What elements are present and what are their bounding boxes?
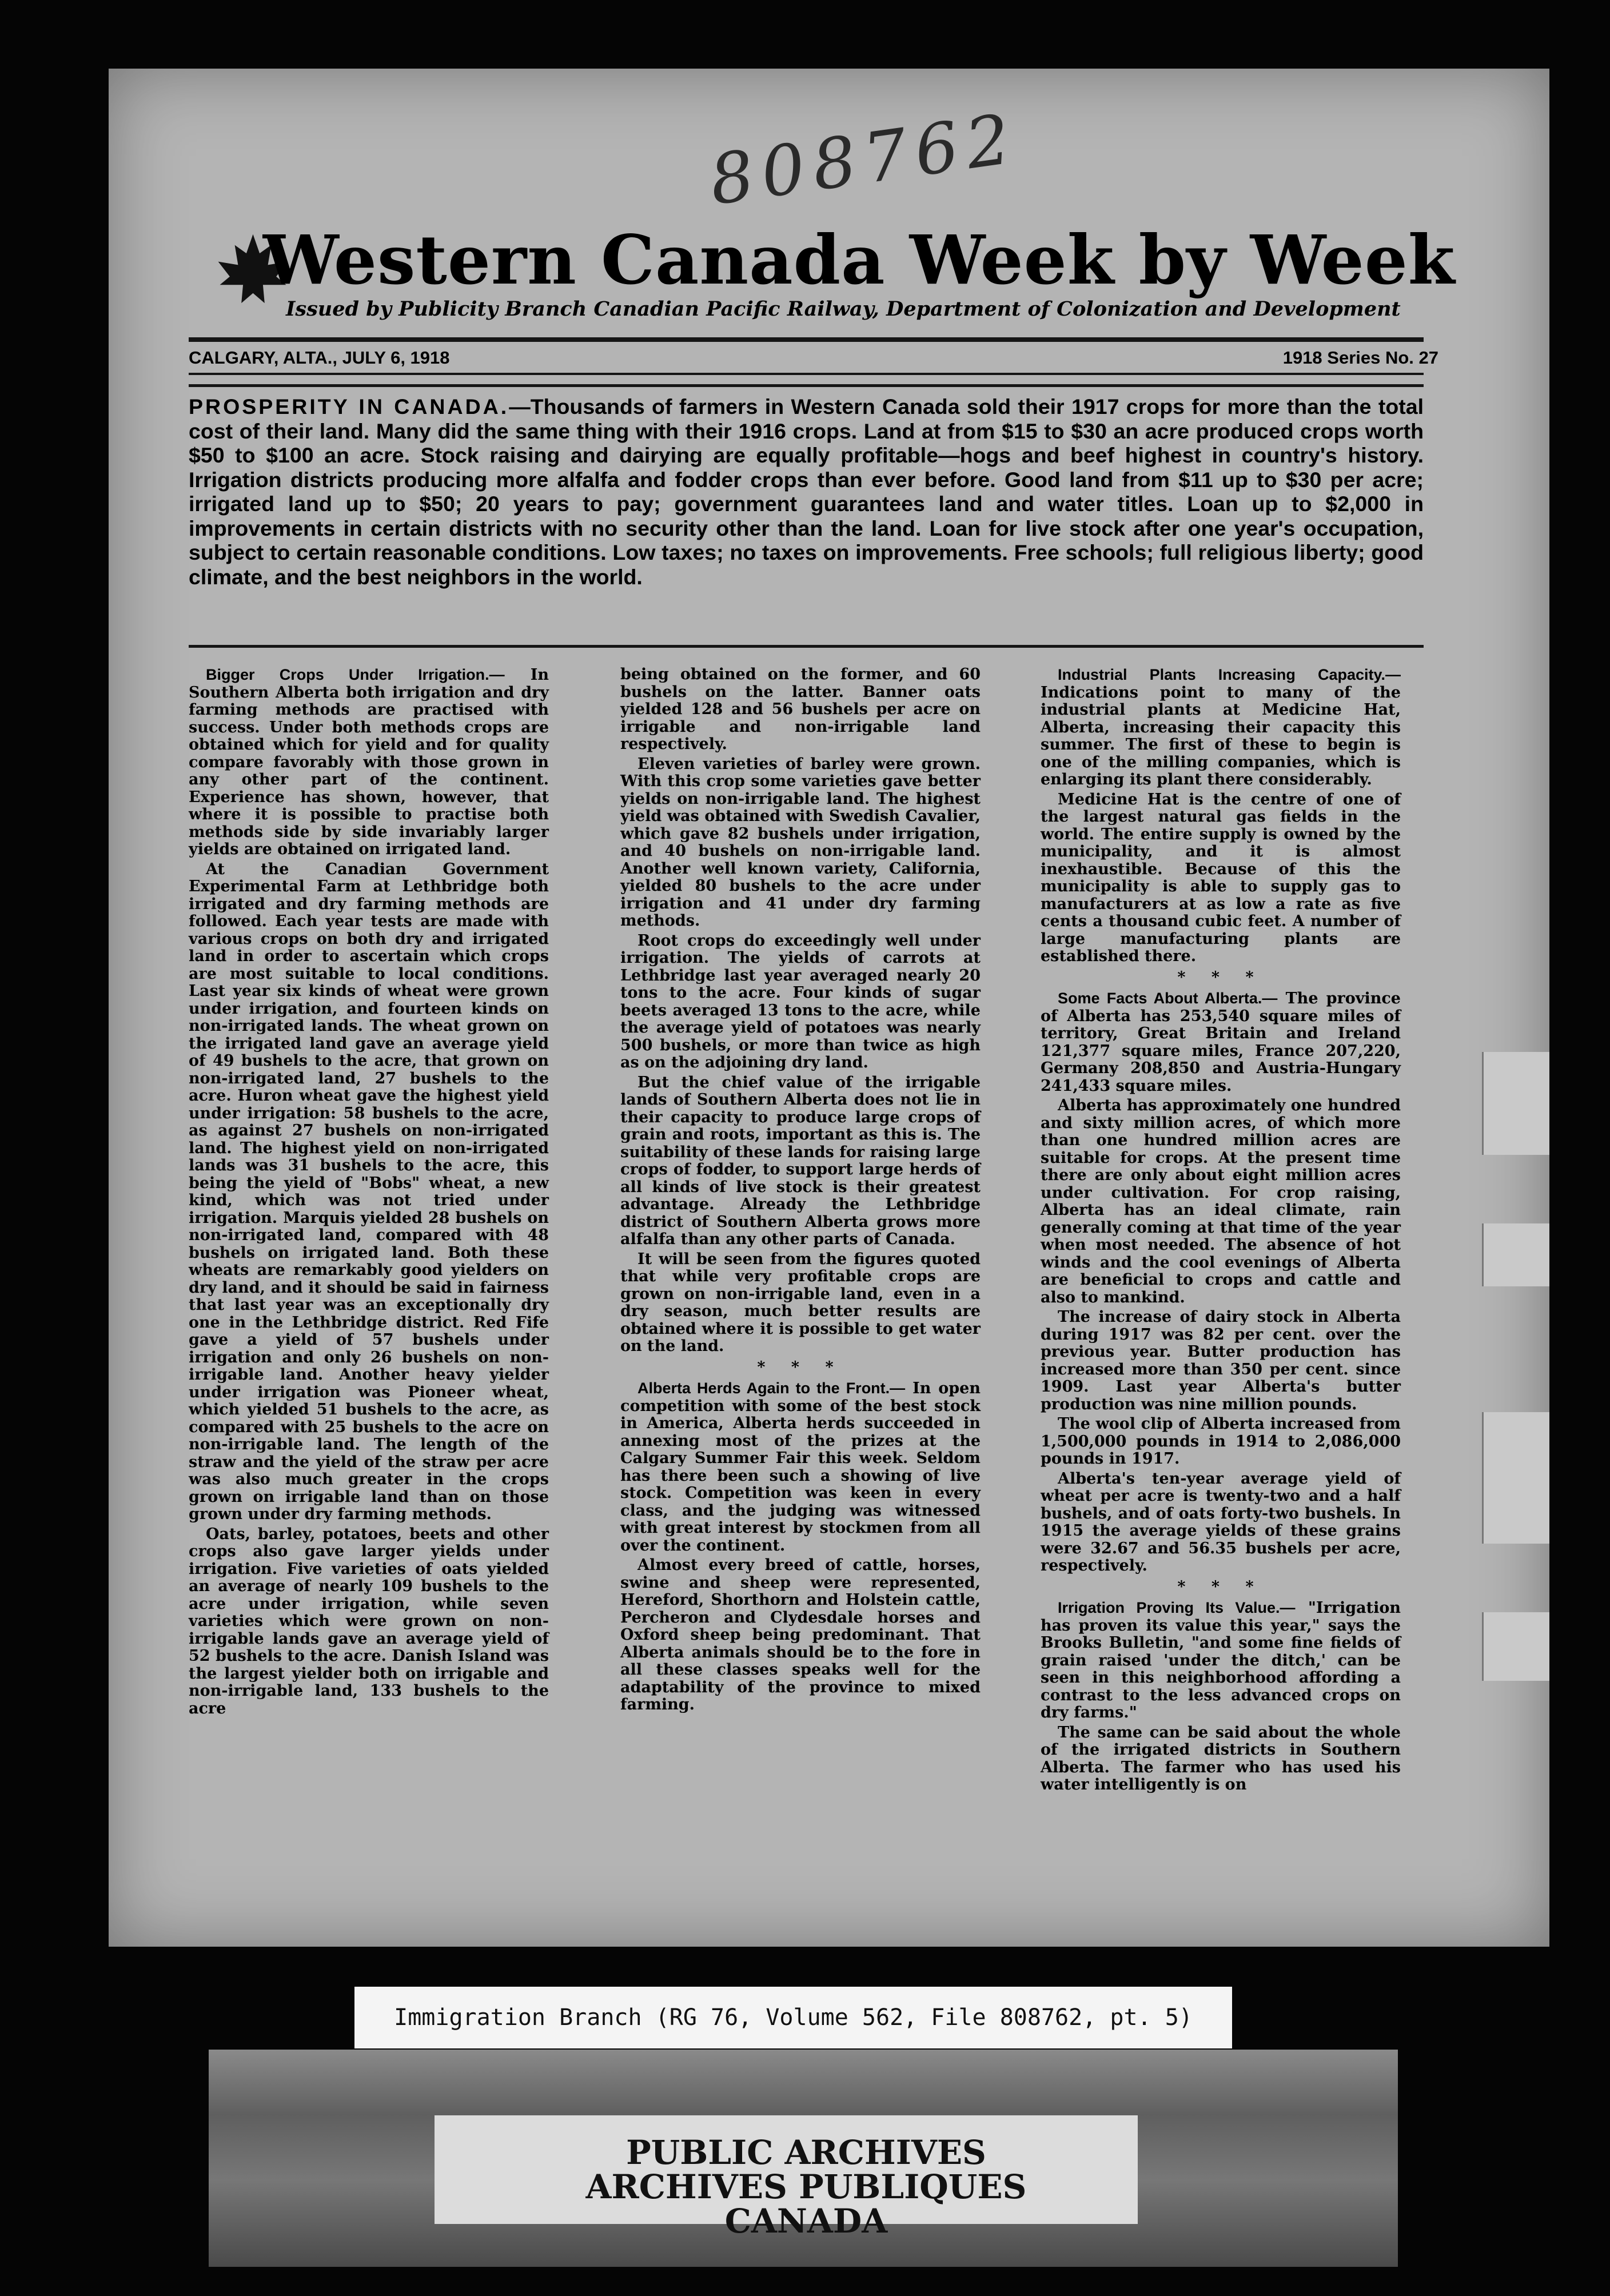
- lead-rule-bottom: [189, 645, 1424, 648]
- page-edge-tab: [1482, 1412, 1549, 1544]
- stamp-line-2: ARCHIVES PUBLIQUES: [585, 2167, 1027, 2206]
- article-paragraph: Alberta has approximately one hundred and sixty million acres, of which more than one hundred million acres are suitable for crops. At the present time there are only about eight million acres under cultivation. For crop raising, Alberta has an ideal climate, rain generally coming at that time of the year when most needed. The absence of hot winds and the cool evenings of Alberta are beneficial to crops and cattle and also to mankind.: [1041, 1097, 1401, 1306]
- lead-heading: PROSPERITY IN CANADA.: [189, 394, 509, 418]
- article-paragraph: Irrigation Proving Its Value.— "Irrigation has proven its value this year," says the Brooks Bulletin, "and some fine fields of grain raised 'under the ditch,' can be seen in this neighborhood affording a contrast to the less advanced crops on dry farms.": [1041, 1599, 1401, 1721]
- stamp-line-1: PUBLIC ARCHIVES: [626, 2133, 986, 2172]
- handwritten-file-number: 808762: [704, 98, 1023, 221]
- article-paragraph: It will be seen from the figures quoted that while very profitable crops are grown on non-irrigable land, even in a dry season, much better results are obtained where it is possible to get water on the land.: [620, 1250, 981, 1355]
- article-paragraph: But the chief value of the irrigable lands of Southern Alberta does not lie in their capacity to produce large crops of grain and roots, important as this is. The suitability of these lands for raising large crops of fodder, to support large herds of all kinds of live stock is their greatest advantage. Already the Lethbridge district of Southern Alberta grows more alfalfa than any other parts of Canada.: [620, 1073, 981, 1248]
- article-paragraph: Almost every breed of cattle, horses, swine and sheep were represented, Hereford, Shorthorn and Holstein cattle, Percheron and Clydesdale horses and Oxford sheep being predominant. That Alberta animals should be to the fore in all these classes speaks well for the adaptability of the province to mixed farming.: [620, 1556, 981, 1713]
- lead-rule-top: [189, 384, 1424, 387]
- article-paragraph: Some Facts About Alberta.— The province of Alberta has 253,540 square miles of territory, Great Britain and Ireland 121,377 square miles, France 207,220, Germany 208,850 and Austria-Hungary 241,433 square miles.: [1041, 990, 1401, 1095]
- stamp-line-3: CANADA: [724, 2202, 888, 2241]
- column-2: [620, 666, 981, 1716]
- masthead-title: Western Canada Week by Week: [263, 220, 1456, 300]
- article-heading: Alberta Herds Again to the Front.—: [637, 1380, 906, 1397]
- article-paragraph: Alberta Herds Again to the Front.— In open competition with some of the best stock in America, Alberta herds succeeded in annexing most of the prizes at the Calgary Summer Fair this week. Seldom has there been such a showing of live stock. Competition was keen in every class, and the judging was witnessed with great interest by stockmen from all over the continent.: [620, 1380, 981, 1554]
- archive-stamp: [560, 2133, 1052, 2241]
- article-paragraph: The same can be said about the whole of the irrigated districts in Southern Alberta. The farmer who has used his water intelligently is on: [1041, 1723, 1401, 1793]
- article-paragraph: Oats, barley, potatoes, beets and other crops also gave larger yields under irrigation. Five varieties of oats yielded an average of nearly 109 bushels to the acre under irrigation, while seven varieties which were grown on non-irrigable lands gave an average yield of 52 bushels to the acre. Danish Island was the largest yielder both on irrigable and non-irrigable land, 133 bushels to the acre: [189, 1525, 549, 1717]
- masthead-subtitle: Issued by Publicity Branch Canadian Pacific Railway, Department of Colonization and Development: [286, 297, 1401, 321]
- article-paragraph: Root crops do exceedingly well under irrigation. The yields of carrots at Lethbridge last year averaged nearly 20 tons to the acre. Four kinds of sugar beets averaged 13 tons to the acre, while the average yield of potatoes was nearly 500 bushels, or more than twice as high as on the adjoining dry land.: [620, 931, 981, 1071]
- section-separator: * * *: [757, 1358, 844, 1376]
- article-paragraph: Industrial Plants Increasing Capacity.— Indications point to many of the industrial plants at Medicine Hat, Alberta, increasing their capacity this summer. The first of these to begin is one of the milling companies, which is enlarging its plant there considerably.: [1041, 666, 1401, 788]
- article-paragraph: At the Canadian Government Experimental Farm at Lethbridge both irrigated and dry farming methods are followed. Each year tests are made with various crops on both dry and irrigated land in order to ascertain which crops are most suitable to local conditions. Last year six kinds of wheat were grown under irrigation, and fourteen kinds on non-irrigated lands. The wheat grown on the irrigated land gave an average yield of 49 bushels to the acre, that grown on non-irrigated land, 27 bushels to the acre. Huron wheat gave the highest yield under irrigation: 58 bushels to the acre, as against 27 bushels on non-irrigated land. The highest yield on non-irrigated lands was 31 bushels to the acre, this being the yield of "Bobs" wheat, a new kind, which was not tried under irrigation. Marquis yielded 28 bushels on non-irrigated land, compared with 48 bushels on irrigated land. Both these wheats are remarkably good yielders on dry land, and it should be said in fairness that last year was an exceptionally dry one in the Lethbridge district. Red Fife gave a yield of 57 bushels under irrigation and only 26 bushels on non-irrigable land. Another heavy yielder under irrigation was Pioneer wheat, which yielded 51 bushels to the acre, as compared with 25 bushels to the acre on non-irrigable land. The length of the straw and the yield of the straw per acre was also much greater in the crops grown on irrigable land than on those grown under dry farming methods.: [189, 860, 549, 1523]
- lead-text: —Thousands of farmers in Western Canada sold their 1917 crops for more than the total cost of their land. Many did the same thing with their 1916 crops. Land at from $15 to $30 an acre produced crops worth $50 to $100 an acre. Stock raising and dairying are equally profitable—hogs and beef highest in country's history. Irrigation districts producing more alfalfa and fodder crops than ever before. Good land from $11 up to $30 per acre; irrigated land up to $50; 20 years to pay; government guarantees land and water titles. Loan up to $2,000 in improvements in certain districts with no security other than the land. Loan for live stock after one year's occupation, subject to certain reasonable conditions. Low taxes; no taxes on improvements. Free schools; full religious liberty; good climate, and the best neighbors in the world.: [189, 394, 1424, 589]
- article-heading: Some Facts About Alberta.—: [1058, 990, 1278, 1007]
- article-paragraph: Eleven varieties of barley were grown. With this crop some varieties gave better yields on non-irrigable land. The highest yield was obtained with Swedish Cavalier, which gave 82 bushels under irrigation, and 40 bushels on non-irrigable land. Another well known variety, California, yielded 80 bushels to the acre under irrigation and 41 under dry farming methods.: [620, 755, 981, 930]
- masthead-rule: [189, 337, 1424, 342]
- article-paragraph: Bigger Crops Under Irrigation.— In Southern Alberta both irrigation and dry farming methods are practised with success. Under both methods crops are obtained which for yield and for quality compare favorably with those grown in any other part of the continent. Experience has shown, however, that where it is possible to practise both methods side by side invariably larger yields are obtained on irrigated land.: [189, 666, 549, 858]
- article-paragraph: Alberta's ten-year average yield of wheat per acre is twenty-two and a half bushels, and of oats forty-two bushels. In 1915 the average yields of these grains were 32.67 and 56.35 bushels per acre, respectively.: [1041, 1469, 1401, 1574]
- archive-reference-label: Immigration Branch (RG 76, Volume 562, File 808762, pt. 5): [354, 1987, 1232, 2048]
- page-edge-tab: [1482, 1052, 1549, 1155]
- series-number: 1918 Series No. 27: [1282, 348, 1438, 368]
- dateline-rule: [189, 373, 1424, 375]
- article-paragraph: Medicine Hat is the centre of one of the largest natural gas fields in the world. The entire supply is owned by the municipality, and it is almost inexhaustible. Because of this the municipality is able to supply gas to manufacturers at as low a rate as five cents a thousand cubic feet. A number of large manufacturing plants are established there.: [1041, 790, 1401, 965]
- column-3: [1041, 666, 1401, 1796]
- article-paragraph: The increase of dairy stock in Alberta during 1917 was 82 per cent. over the previous year. Butter production has increased more than 350 per cent. since 1909. Last year Alberta's butter production was nine million pounds.: [1041, 1308, 1401, 1413]
- lead-paragraph: [189, 394, 1424, 589]
- article-heading: Industrial Plants Increasing Capacity.—: [1058, 666, 1401, 683]
- article-paragraph: being obtained on the former, and 60 bushels on the latter. Banner oats yielded 128 and 56 bushels per acre on irrigable and non-irrigable land respectively.: [620, 665, 981, 753]
- column-1: [189, 666, 549, 1720]
- section-separator: * * *: [1177, 1577, 1264, 1596]
- page-edge-tab: [1482, 1223, 1549, 1286]
- page-edge-tab: [1482, 1612, 1549, 1681]
- article-paragraph: The wool clip of Alberta increased from 1,500,000 pounds in 1914 to 2,086,000 pounds in 1917.: [1041, 1415, 1401, 1468]
- article-heading: Irrigation Proving Its Value.—: [1058, 1599, 1296, 1616]
- section-separator: * * *: [1177, 968, 1264, 986]
- article-heading: Bigger Crops Under Irrigation.—: [206, 666, 505, 683]
- dateline: CALGARY, ALTA., JULY 6, 1918: [189, 348, 450, 368]
